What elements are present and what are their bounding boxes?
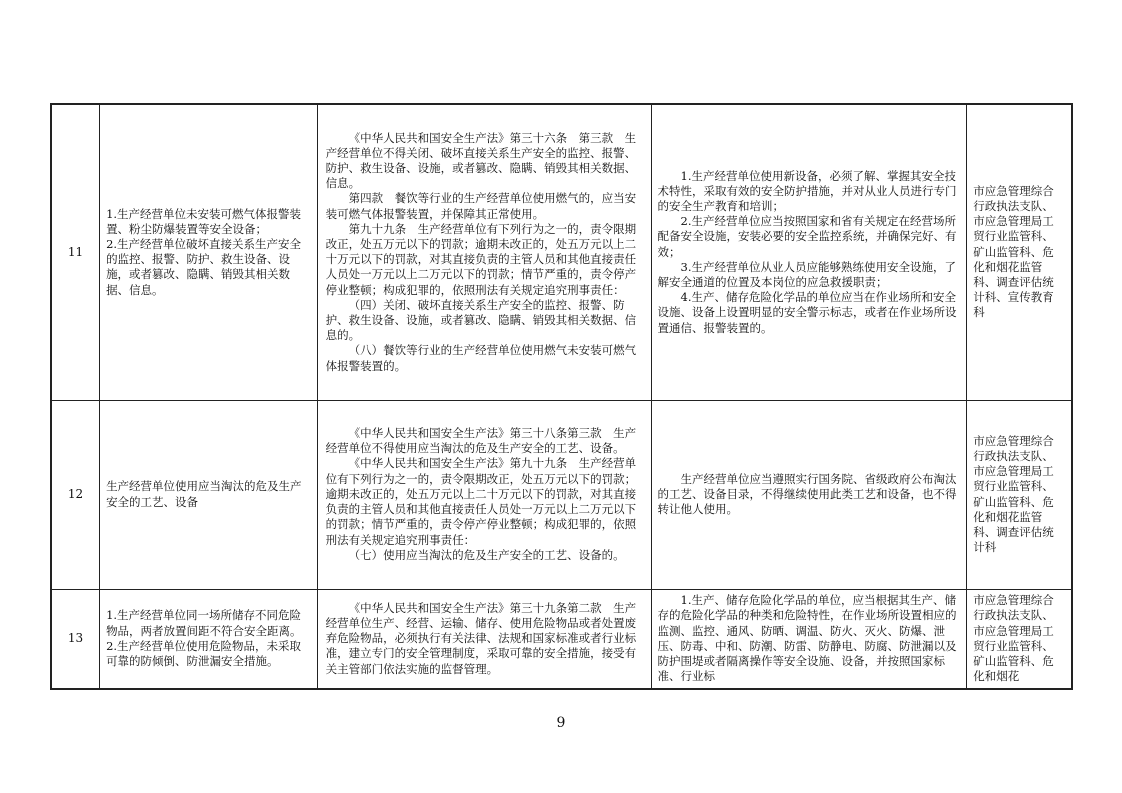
requirement-cell <box>651 589 967 689</box>
law-paragraph: 《中华人民共和国安全生产法》第三十八条第三款 生产经营单位不得使用应当淘汰的危及生产安全的工艺、设备。 <box>325 426 637 456</box>
table-row <box>51 400 1072 589</box>
legal-basis-cell <box>317 400 651 589</box>
violation-cell <box>100 400 318 589</box>
department-cell: 市应急管理综合行政执法支队、市应急管理局工贸行业监管科、矿山监管科、危化和烟花监管科、调查评估统计科 <box>967 400 1072 589</box>
requirement-item: 生产经营单位应当遵照实行国务院、省级政府公布淘汰的工艺、设备目录，不得继续使用此类工艺和设备，也不得转让他人使用。 <box>657 471 957 517</box>
requirement-item: 1.生产经营单位使用新设备，必须了解、掌握其安全技术特性，采取有效的安全防护措施，并对从业人员进行专门的安全生产教育和培训； <box>657 168 957 214</box>
violation-item: 1.生产经营单位未安装可燃气体报警装置、粉尘防爆装置等安全设备； <box>106 206 302 236</box>
violation-item: 1.生产经营单位同一场所储存不同危险物品，两者放置间距不符合安全距离。 <box>106 608 302 638</box>
requirement-item: 1.生产、储存危险化学品的单位，应当根据其生产、储存的危险化学品的种类和危险特性，在作业场所设置相应的监测、监控、通风、防晒、调温、防火、灭火、防爆、泄压、防毒、中和、防潮、防雷、防静电、防腐、防泄漏以及防护围堤或者隔离操作等安全设施、设备，并按照国家标准、行业标 <box>657 593 957 684</box>
law-paragraph: 《中华人民共和国安全生产法》第九十九条 生产经营单位有下列行为之一的，责令限期改正，处五万元以下的罚款；逾期未改正的，处五万元以上二十万元以下的罚款，对其直接负责的主管人员和其他直接责任人员处一万元以上二万元以下的罚款；情节严重的，责令停产停业整顿；构成犯罪的，依照刑法有关规定追究刑事责任： <box>325 456 637 547</box>
law-paragraph: （七）使用应当淘汰的危及生产安全的工艺、设备的。 <box>348 547 625 562</box>
requirement-item: 3.生产经营单位从业人员应能够熟练使用安全设施，了解安全通道的位置及本岗位的应急救援职责； <box>657 259 957 290</box>
violation-item: 2.生产经营单位破坏直接关系生产安全的监控、报警、防护、救生设备、设施，或者篡改、隐瞒、销毁其相关数据、信息。 <box>106 237 302 297</box>
law-paragraph: （四）关闭、破坏直接关系生产安全的监控、报警、防护、救生设备、设施，或者篡改、隐瞒、销毁其相关数据、信息的。 <box>325 297 637 343</box>
department-cell: 市应急管理综合行政执法支队、市应急管理局工贸行业监管科、矿山监管科、危化和烟花监管科、调查评估统计科、宣传教育科 <box>967 104 1072 400</box>
requirement-item: 2.生产经营单位应当按照国家和省有关规定在经营场所配备安全设施，安装必要的安全监控系统，并确保完好、有效； <box>657 214 957 259</box>
law-paragraph: 《中华人民共和国安全生产法》第三十九条第二款 生产经营单位生产、经营、运输、储存、使用危险物品或者处置废弃危险物品，必须执行有关法律、法规和国家标准或者行业标准，建立专门的安全管理制度，采取可靠的安全措施，接受有关主管部门依法实施的监督管理。 <box>325 600 637 676</box>
violation-cell <box>100 104 318 400</box>
requirement-item: 4.生产、储存危险化学品的单位应当在作业场所和安全设施、设备上设置明显的安全警示标志，或者在作业场所设置通信、报警装置的。 <box>657 290 957 335</box>
table-row <box>51 589 1072 689</box>
law-paragraph: 第九十九条 生产经营单位有下列行为之一的，责令限期改正，处五万元以下的罚款；逾期未改正的，处五万元以上二十万元以下的罚款，对其直接负责的主管人员和其他直接责任人员处一万元以上二万元以下的罚款；情节严重的，责令停产停业整顿；构成犯罪的，依照刑法有关规定追究刑事责任： <box>325 221 637 297</box>
requirement-cell <box>651 104 967 400</box>
legal-basis-cell <box>317 104 651 400</box>
department-cell: 市应急管理综合行政执法支队、市应急管理局工贸行业监管科、矿山监管科、危化和烟花 <box>967 589 1072 689</box>
law-paragraph: 《中华人民共和国安全生产法》第三十六条 第三款 生产经营单位不得关闭、破坏直接关系生产安全的监控、报警、防护、救生设备、设施，或者篡改、隐瞒、销毁其相关数据、信息。 <box>325 130 637 191</box>
violation-item: 2.生产经营单位使用危险物品，未采取可靠的防倾倒、防泄漏安全措施。 <box>106 638 302 668</box>
row-number: 12 <box>51 400 100 589</box>
enforcement-table <box>50 103 1073 690</box>
row-number: 11 <box>51 104 100 400</box>
law-paragraph: （八）餐饮等行业的生产经营单位使用燃气未安装可燃气体报警装置的。 <box>325 343 637 373</box>
page-number: 9 <box>556 715 566 731</box>
violation-item: 生产经营单位使用应当淘汰的危及生产安全的工艺、设备 <box>106 479 302 509</box>
table-row <box>51 104 1072 400</box>
requirement-cell <box>651 400 967 589</box>
law-paragraph: 第四款 餐饮等行业的生产经营单位使用燃气的，应当安装可燃气体报警装置，并保障其正常使用。 <box>325 191 637 221</box>
legal-basis-cell <box>317 589 651 689</box>
row-number: 13 <box>51 589 100 689</box>
violation-cell <box>100 589 318 689</box>
